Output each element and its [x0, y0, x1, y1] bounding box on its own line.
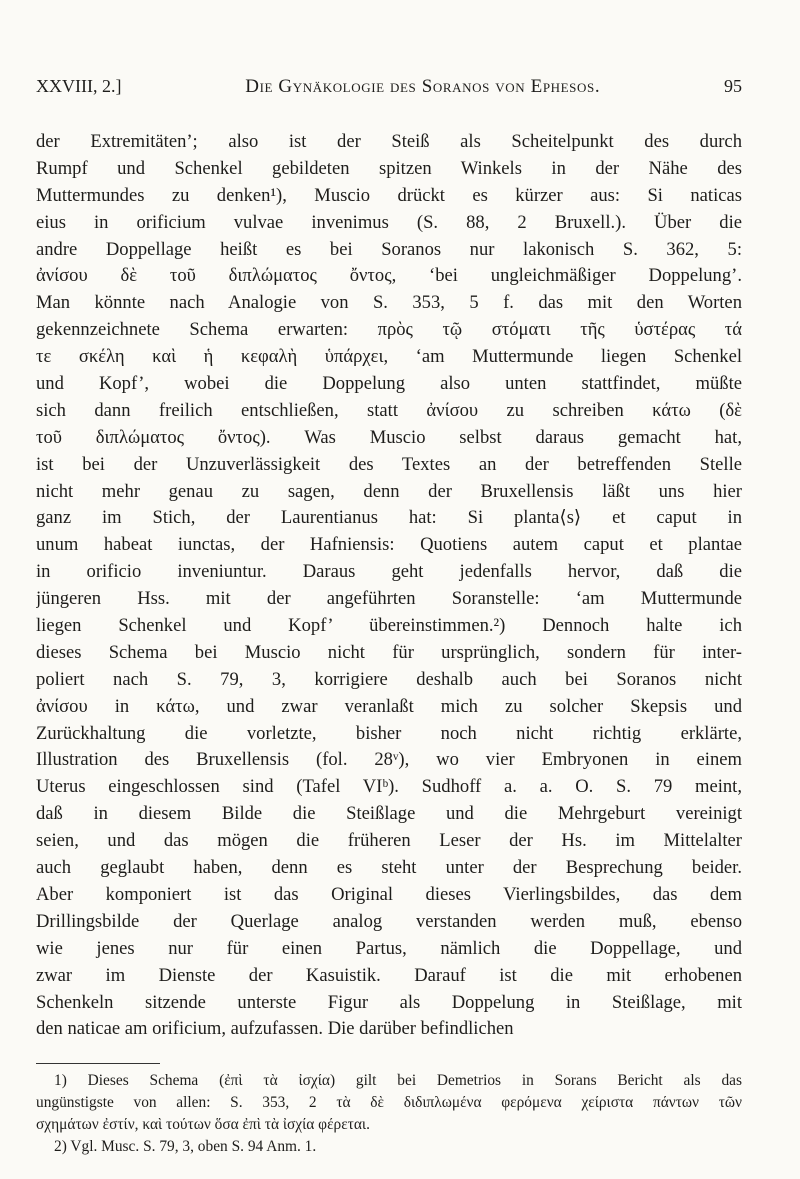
text-line: eius in orificium vulvae invenimus (S. 88, 2 Bruxell.). Über die — [36, 211, 742, 233]
running-title: Die Gynäkologie des Soranos von Ephesos. — [245, 76, 601, 97]
text-line: und Kopf’, wobei die Doppelung also unten stattfindet, müßte — [36, 373, 742, 395]
text-line: ist bei der Unzuverlässigkeit des Textes an der betreffenden Stelle — [36, 453, 742, 475]
text-line: den naticae am orificium, aufzufassen. Die darüber befindlichen — [36, 1018, 514, 1040]
text-line: ἀνίσου δὲ τοῦ διπλώματος ὄντος, ‘bei ungleichmäßiger Doppelung’. — [36, 265, 742, 287]
running-head — [36, 76, 742, 102]
text-line: dieses Schema bei Muscio nicht für ursprünglich, sondern für inter- — [36, 641, 742, 663]
text-line: liegen Schenkel und Kopf’ übereinstimmen.²) Dennoch halte ich — [36, 615, 742, 637]
section-reference: XXVIII, 2.] — [36, 76, 122, 96]
text-line: Man könnte nach Analogie von S. 353, 5 f. das mit den Worten — [36, 292, 742, 314]
text-line: jüngeren Hss. mit der angeführten Soranstelle: ‘am Muttermunde — [36, 588, 742, 610]
footnote-line: σχημάτων ἐστίν, καὶ τούτων ὅσα ἐπὶ τὰ ἰσχία φέρεται. — [36, 1116, 370, 1133]
footnote-divider — [36, 1063, 160, 1064]
text-line: gekennzeichnete Schema erwarten: πρὸς τῷ στόματι τῆς ὑστέρας τά — [36, 319, 742, 341]
text-line: ἀνίσου in κάτω, und zwar veranlaßt mich zu solcher Skepsis und — [36, 695, 742, 717]
text-line: sich dann freilich entschließen, statt ἀνίσου zu schreiben κάτω (δὲ — [36, 399, 742, 421]
page-number: 95 — [723, 76, 742, 96]
text-line: unum habeat iunctas, der Hafniensis: Quotiens autem caput et plantae — [36, 534, 742, 556]
text-line: Muttermundes zu denken¹), Muscio drückt es kürzer aus: Si naticas — [36, 184, 742, 206]
text-line: andre Doppellage heißt es bei Soranos nur lakonisch S. 362, 5: — [36, 238, 742, 260]
text-line: Rumpf und Schenkel gebildeten spitzen Winkels in der Nähe des — [36, 157, 742, 179]
footnote-line: 2) Vgl. Musc. S. 79, 3, oben S. 94 Anm. 1. — [54, 1138, 317, 1155]
footnote-line: 1) Dieses Schema (ἐπὶ τὰ ἰσχία) gilt bei Demetrios in Sorans Bericht als das — [54, 1072, 742, 1089]
text-line: Drillingsbilde der Querlage analog verstanden werden muß, ebenso — [36, 910, 742, 932]
text-line: Schenkeln sitzende unterste Figur als Doppelung in Steißlage, mit — [36, 991, 742, 1013]
body-text — [36, 129, 742, 1043]
text-line: wie jenes nur für einen Partus, nämlich die Doppellage, und — [36, 937, 742, 959]
text-line: Aber komponiert ist das Original dieses Vierlingsbildes, das dem — [36, 883, 742, 905]
text-line: seien, und das mögen die früheren Leser der Hs. im Mittelalter — [36, 830, 742, 852]
text-line: Illustration des Bruxellensis (fol. 28ᵛ), wo vier Embryonen in einem — [36, 749, 742, 771]
text-line: τε σκέλη καὶ ἡ κεφαλὴ ὑπάρχει, ‘am Muttermunde liegen Schenkel — [36, 346, 742, 368]
footnote-line: ungünstigste von allen: S. 353, 2 τὰ δὲ διδιπλωμένα φερόμενα χείριστα πάντων τῶν — [36, 1094, 742, 1111]
text-line: zwar im Dienste der Kasuistik. Darauf ist die mit erhobenen — [36, 964, 742, 986]
text-line: poliert nach S. 79, 3, korrigiere deshalb auch bei Soranos nicht — [36, 668, 742, 690]
text-line: nicht mehr genau zu sagen, denn der Bruxellensis läßt uns hier — [36, 480, 742, 502]
text-line: der Extremitäten’; also ist der Steiß als Scheitelpunkt des durch — [36, 131, 742, 152]
text-line: daß in diesem Bilde die Steißlage und die Mehrgeburt vereinigt — [36, 803, 742, 825]
text-line: τοῦ διπλώματος ὄντος). Was Muscio selbst daraus gemacht hat, — [36, 426, 742, 448]
text-line: Zurückhaltung die vorletzte, bisher noch nicht richtig erklärte, — [36, 722, 742, 744]
text-line: Uterus eingeschlossen sind (Tafel VIᵇ). Sudhoff a. a. O. S. 79 meint, — [36, 776, 742, 798]
text-line: ganz im Stich, der Laurentianus hat: Si planta⟨s⟩ et caput in — [36, 507, 742, 529]
text-line: auch geglaubt haben, denn es steht unter der Besprechung beider. — [36, 857, 742, 879]
text-line: in orificio inveniuntur. Daraus geht jedenfalls hervor, daß die — [36, 561, 742, 583]
footnotes — [36, 1070, 742, 1158]
